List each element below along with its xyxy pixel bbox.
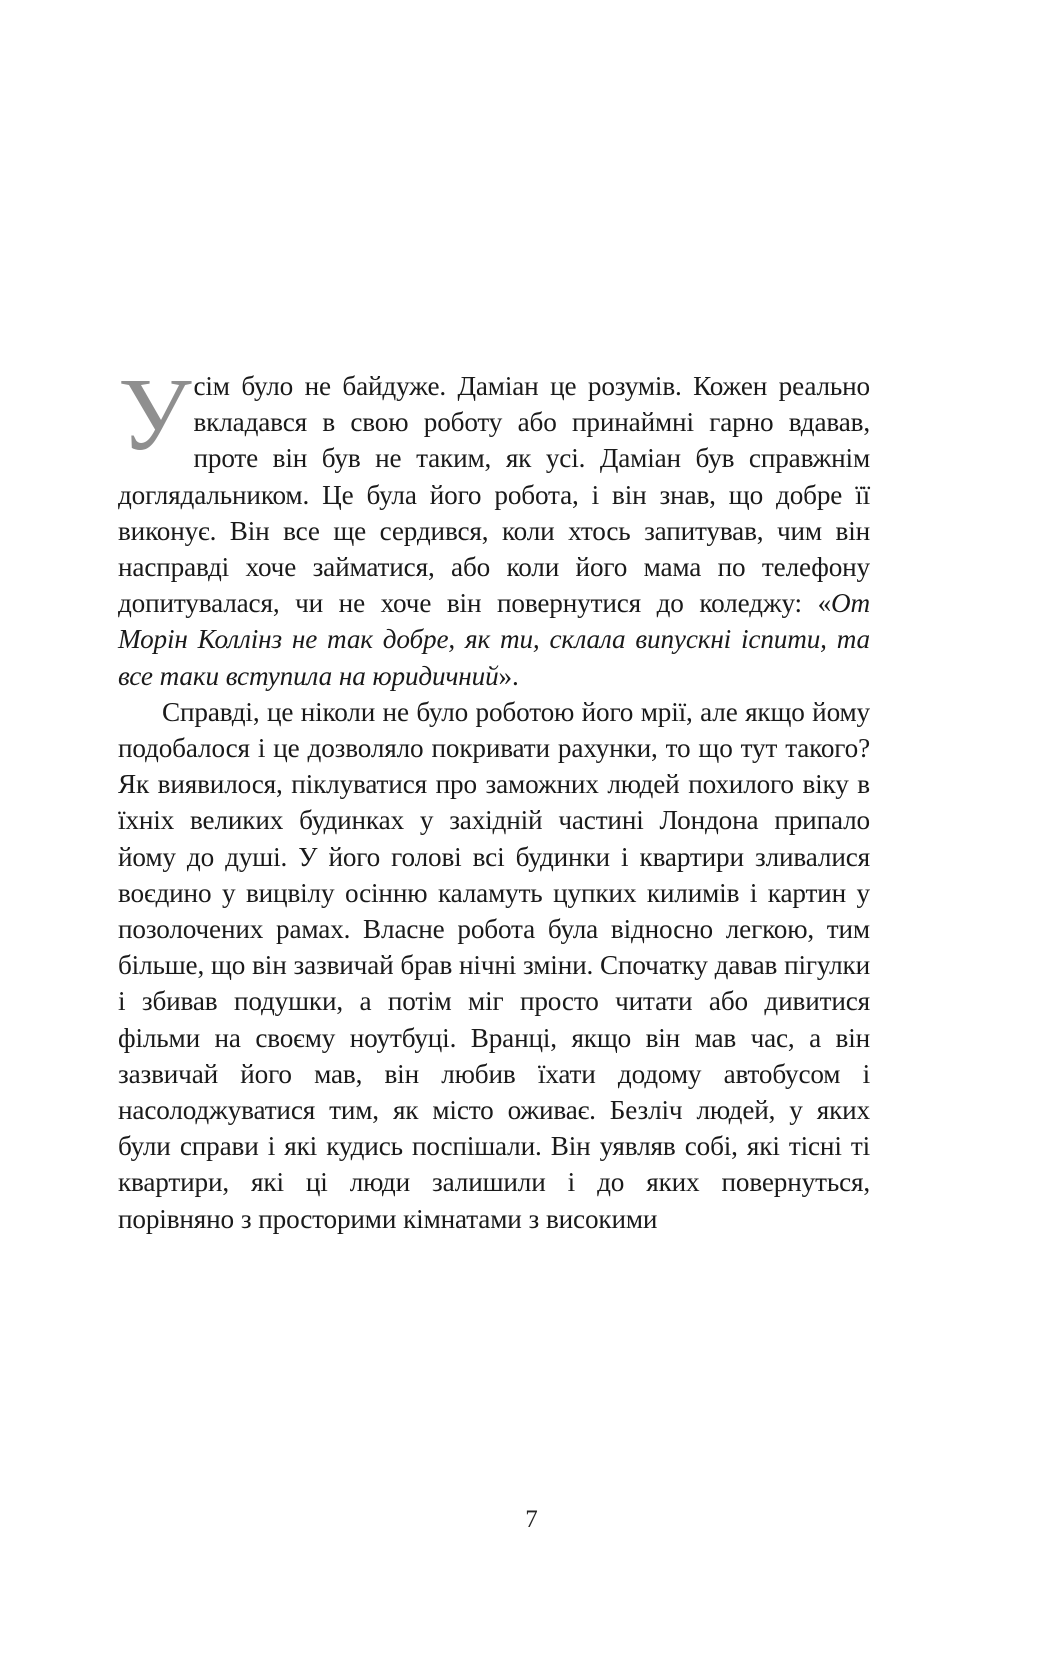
paragraph-2: [118, 694, 870, 1237]
paragraph-1: [118, 357, 870, 694]
drop-cap-letter: У: [118, 357, 192, 472]
paragraph-1-run-roman-2: ».: [498, 660, 519, 691]
page-text-block: [118, 357, 870, 1237]
paragraph-1-run-italic-quote: От Морін Коллінз не так добре, як ти, склала випускні іспити, та все таки вступила на юридичний: [118, 588, 870, 691]
paragraph-2-run-roman-1: Справді, це ніколи не було роботою його мрії, але якщо йому подобалося і це дозволяло покривати рахунки, то що тут такого? Як виявилося, піклуватися про заможних людей похилого віку в їхніх великих будинках у західній частині Лондона припало йому до душі. У його голові всі будинки і квартири зливалися воєдино у вицвілу осінню каламуть цупких килимів і картин у позолочених рамах. Власне робота була відносно легкою, тим більше, що він зазвичай брав нічні зміни. Спочатку давав пігулки і збивав подушки, а потім міг просто читати або дивитися фільми на своєму ноутбуці. Вранці, якщо він мав час, а він зазвичай його мав, він любив їхати додому автобусом і насолоджуватися тим, як місто оживає. Безліч людей, у яких були справи і які кудись поспішали. Він уявляв собі, які тісні ті квартири, які ці люди залишили і до яких повернуться, порівняно з просторими кімнатами з високими: [118, 696, 870, 1234]
paragraph-1-run-roman-1: сім було не байдуже. Даміан це розумів. Кожен реально вкладався в свою роботу або принаймні гарно вдавав, проте він був не таким, як усі. Даміан був справжнім доглядальником. Це була його робота, і він знав, що добре її виконує. Він все ще сердився, коли хтось запитував, чим він насправді хоче займатися, або коли його мама по телефону допитувалася, чи не хоче він повернутися до коледжу: «: [118, 371, 870, 619]
page-number: 7: [525, 1506, 538, 1533]
